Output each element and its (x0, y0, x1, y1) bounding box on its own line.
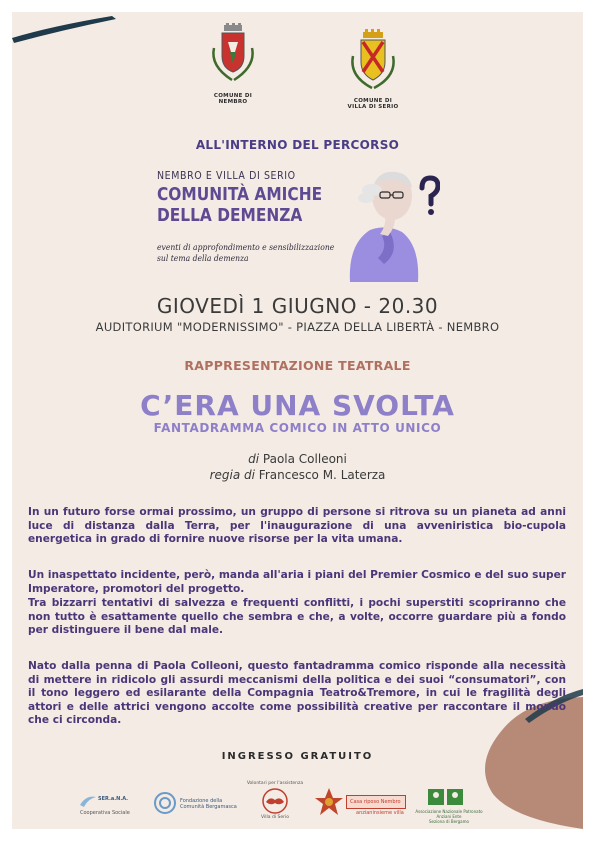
author-prefix: di (248, 452, 260, 466)
ser-name: SER.a.N.A. (98, 796, 129, 802)
villa-di-serio-crest-icon (347, 28, 399, 100)
confused-elderly-person-icon (340, 154, 440, 284)
show-subtitle: FANTADRAMMA COMICO IN ATTO UNICO (153, 421, 442, 435)
villa-label-line1: COMUNE DI (353, 98, 393, 104)
volontari-logo-icon (258, 788, 292, 814)
casa-riposo-badge (346, 795, 406, 809)
description-paragraph-2: Un inaspettato incidente, però, manda all'aria i piani del Premier Cosmico e del suo super Imperatore, promotori del progetto. (28, 569, 566, 595)
director-prefix: regia di (209, 468, 255, 482)
nembro-label-line2: NEMBRO (218, 99, 248, 105)
event-date: GIOVEDÌ 1 GIUGNO - 20.30 (156, 294, 439, 318)
nembro-label (202, 93, 264, 105)
within-label: ALL'INTERNO DEL PERCORSO (195, 138, 400, 152)
event-genre: RAPPRESENTAZIONE TEATRALE (184, 358, 411, 373)
ser-sub: Cooperativa Sociale (80, 810, 130, 816)
poster (12, 12, 583, 829)
author-name: Paola Colleoni (262, 452, 347, 466)
director-name: Francesco M. Laterza (258, 468, 386, 482)
author-credit (12, 452, 583, 466)
nembro-crest-icon (208, 22, 258, 92)
nembro-label-line1: COMUNE DI (213, 93, 253, 99)
project-title-line2: DELLA DEMENZA (157, 206, 303, 226)
volontari-bottom: Villa di Serio (261, 815, 289, 820)
association-name (414, 809, 484, 824)
association-logo-icon (428, 789, 464, 807)
fondazione-line2: Comunità Bergamasca (180, 804, 237, 810)
brush-stroke-top (12, 12, 122, 52)
project-desc-line2: sul tema della demenza (157, 254, 249, 264)
casa-riposo-logo-icon (314, 786, 344, 818)
fondazione-logo-icon (152, 790, 178, 816)
casa-name: Casa riposo Nembro (350, 799, 401, 805)
project-description (157, 243, 355, 265)
volontari-top: Volontari per l'assistenza (246, 781, 304, 786)
event-venue: AUDITORIUM "MODERNISSIMO" - PIAZZA DELLA LIBERTÀ - NEMBRO (95, 320, 500, 334)
project-title (157, 185, 333, 227)
project-subtitle: NEMBRO E VILLA DI SERIO (157, 170, 296, 182)
villa-di-serio-label (340, 98, 406, 110)
description-paragraph-1: In un futuro forse ormai prossimo, un gruppo di persone si ritrova su un pianeta ad anni luce di distanza dalla Terra, per l'inaugurazione di una avveniristica bio-cupola energetica in grado di fornire nuove risorse per la vita umana. (28, 506, 566, 546)
description-paragraph-3: Tra bizzarri tentativi di salvezza e frequenti conflitti, i pochi superstiti scopriranno che non tutto è esattamente quello che sembra e che, a volte, occorre guardare più a fondo per distinguere il bene dal male. (28, 597, 566, 637)
casa-sub: anzianinsieme villa (356, 810, 404, 816)
free-entry: INGRESSO GRATUITO (221, 751, 374, 762)
project-title-line1: COMUNITÀ AMICHE (157, 185, 323, 205)
director-credit (12, 468, 583, 482)
project-desc-line1: eventi di approfondimento e sensibilizzazione (157, 243, 335, 253)
ser-logo-icon (78, 793, 98, 809)
villa-label-line2: VILLA DI SERIO (347, 104, 399, 110)
association-line1: Associazione Nazionale Patronato Anziani Ente (415, 809, 483, 819)
fondazione-name (180, 798, 237, 810)
association-line2: Seziona di Bergamo (429, 819, 469, 824)
description-paragraph-4: Nato dalla penna di Paola Colleoni, questo fantadramma comico risponde alla necessità di mettere in ridicolo gli assurdi meccanismi della politica e dei suoi “consumatori”, con il tono leggero ed esilarante della Compagnia Teatro&Tremore, in cui le fragilità degli attori e delle attrici vengono accolte come possibilità creative per raccontare il mondo che ci circonda. (28, 660, 566, 727)
fondazione-line1: Fondazione della (180, 798, 223, 804)
show-title: C’ERA UNA SVOLTA (140, 389, 455, 422)
